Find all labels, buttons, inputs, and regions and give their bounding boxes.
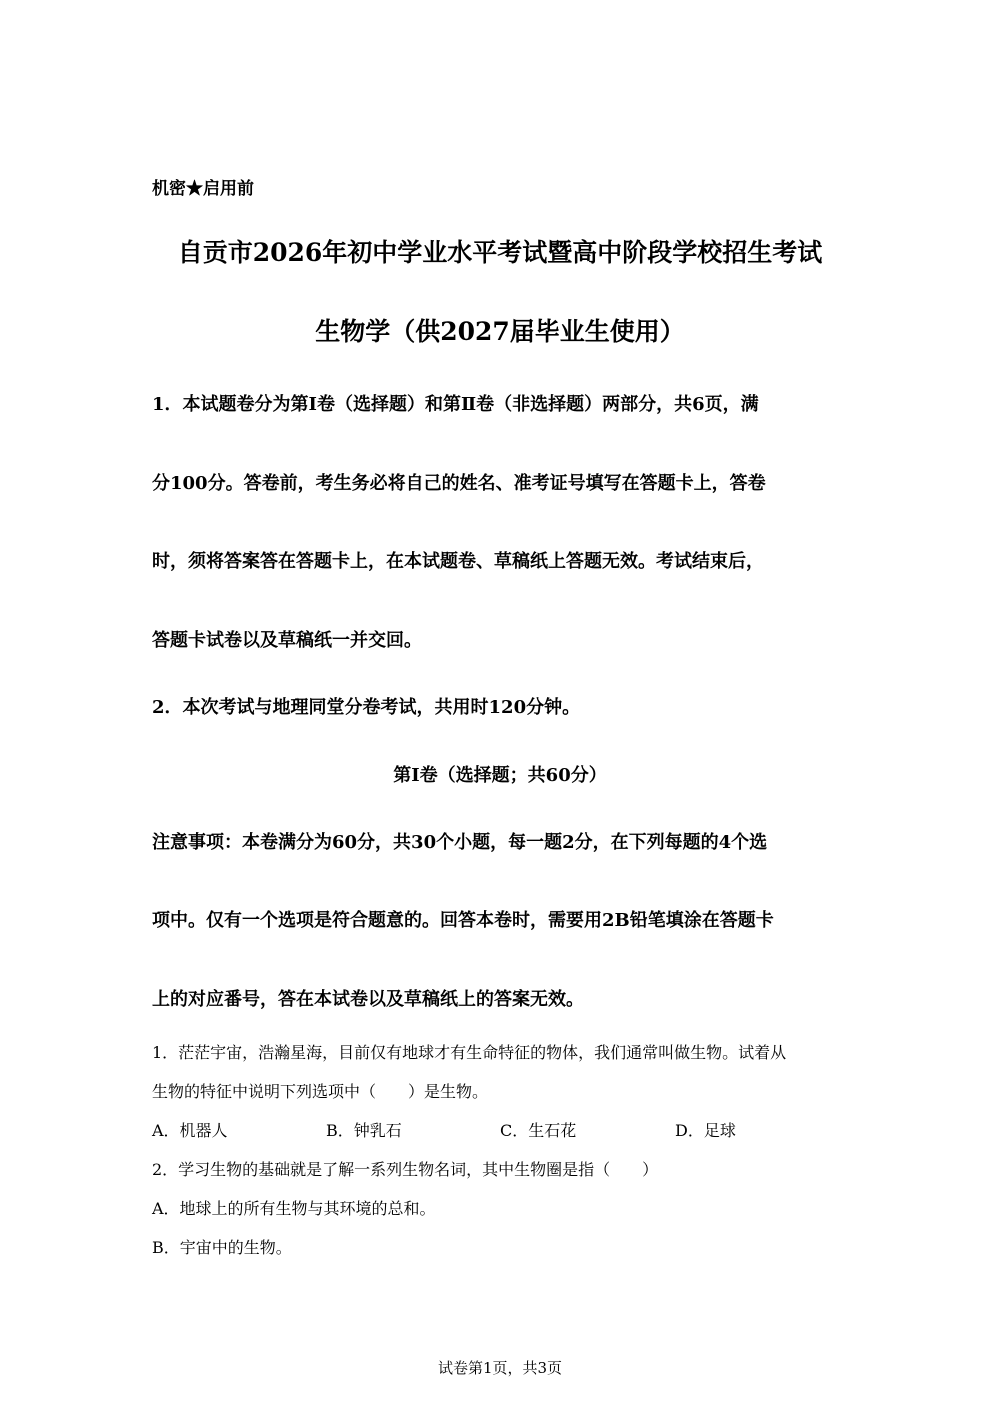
question-2-option-b: B．宇宙中的生物。 — [152, 1238, 292, 1257]
section-heading: 第Ⅰ卷（选择题；共60分） — [393, 765, 607, 786]
question-1-option-b: B．钟乳石 — [326, 1121, 402, 1140]
confidential-label: 机密★启用前 — [152, 179, 254, 199]
section-note-line: 项中。仅有一个选项是符合题意的。回答本卷时，需要用2B铅笔填涂在答题卡 — [152, 910, 774, 931]
instruction-line: 1．本试题卷分为第Ⅰ卷（选择题）和第Ⅱ卷（非选择题）两部分，共6页，满 — [152, 394, 759, 415]
question-2-option-a: A．地球上的所有生物与其环境的总和。 — [152, 1199, 436, 1218]
page-footer: 试卷第1页，共3页 — [437, 1359, 563, 1377]
question-1-line: 生物的特征中说明下列选项中（ ）是生物。 — [152, 1082, 489, 1101]
exam-title: 自贡市2026年初中学业水平考试暨高中阶段学校招生考试 — [177, 238, 823, 267]
instruction-line: 答题卡试卷以及草稿纸一并交回。 — [152, 630, 422, 651]
question-1-option-a: A．机器人 — [152, 1121, 228, 1140]
question-1-option-d: D．足球 — [675, 1121, 736, 1140]
question-2-line: 2．学习生物的基础就是了解一系列生物名词，其中生物圈是指（ ） — [152, 1160, 659, 1179]
question-1-option-c: C．生石花 — [500, 1121, 577, 1140]
section-note-line: 注意事项：本卷满分为60分，共30个小题，每一题2分，在下列每题的4个选 — [152, 832, 768, 853]
instruction-line: 分100分。答卷前，考生务必将自己的姓名、准考证号填写在答题卡上，答卷 — [152, 473, 766, 494]
instruction-line: 2．本次考试与地理同堂分卷考试，共用时120分钟。 — [152, 697, 581, 718]
instruction-line: 时，须将答案答在答题卡上，在本试题卷、草稿纸上答题无效。考试结束后， — [152, 551, 764, 572]
question-1-line: 1．茫茫宇宙，浩瀚星海，目前仅有地球才有生命特征的物体，我们通常叫做生物。试着从 — [152, 1043, 787, 1062]
section-note-line: 上的对应番号，答在本试卷以及草稿纸上的答案无效。 — [152, 989, 584, 1010]
exam-subtitle: 生物学（供2027届毕业生使用） — [315, 317, 685, 346]
